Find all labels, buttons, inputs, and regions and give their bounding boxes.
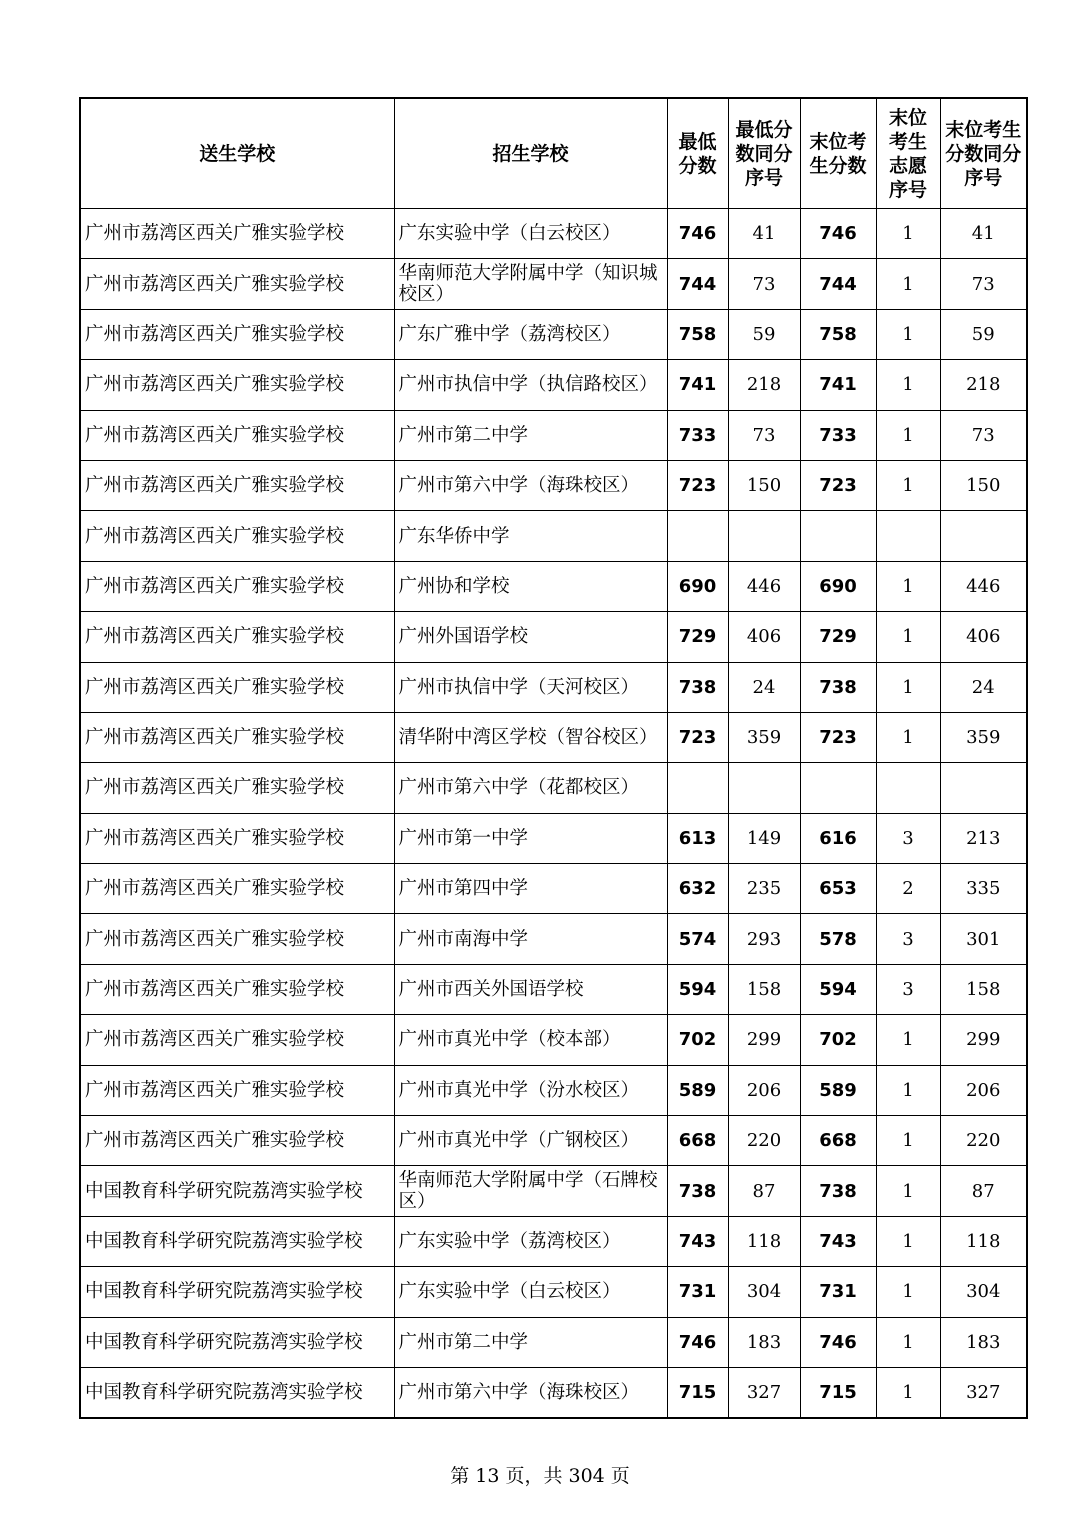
cell-last-score: 702 bbox=[800, 1015, 876, 1065]
cell-min-score-rank: 299 bbox=[728, 1015, 800, 1065]
cell-last-same-rank bbox=[940, 511, 1027, 561]
cell-last-score bbox=[800, 763, 876, 813]
table-row bbox=[80, 1216, 1027, 1266]
cell-recruiting-school: 广州市西关外国语学校 bbox=[394, 964, 667, 1014]
cell-min-score-rank: 41 bbox=[728, 209, 800, 259]
cell-last-score: 729 bbox=[800, 612, 876, 662]
cell-min-score-rank: 73 bbox=[728, 259, 800, 309]
cell-min-score: 744 bbox=[667, 259, 728, 309]
cell-last-same-rank: 87 bbox=[940, 1166, 1027, 1216]
cell-sender-school: 广州市荔湾区西关广雅实验学校 bbox=[80, 813, 394, 863]
cell-min-score-rank: 24 bbox=[728, 662, 800, 712]
cell-recruiting-school: 广州市第二中学 bbox=[394, 410, 667, 460]
cell-min-score: 589 bbox=[667, 1065, 728, 1115]
cell-sender-school: 广州市荔湾区西关广雅实验学校 bbox=[80, 309, 394, 359]
cell-min-score-rank: 149 bbox=[728, 813, 800, 863]
table-header bbox=[80, 98, 1027, 209]
cell-sender-school: 广州市荔湾区西关广雅实验学校 bbox=[80, 209, 394, 259]
cell-last-wish-rank: 1 bbox=[876, 1216, 940, 1266]
cell-sender-school: 广州市荔湾区西关广雅实验学校 bbox=[80, 662, 394, 712]
cell-min-score-rank: 206 bbox=[728, 1065, 800, 1115]
cell-min-score-rank: 235 bbox=[728, 864, 800, 914]
cell-min-score: 743 bbox=[667, 1216, 728, 1266]
cell-min-score-rank: 158 bbox=[728, 964, 800, 1014]
cell-recruiting-school: 华南师范大学附属中学（知识城校区） bbox=[394, 259, 667, 309]
table-row bbox=[80, 1166, 1027, 1216]
cell-last-same-rank: 41 bbox=[940, 209, 1027, 259]
table-row bbox=[80, 662, 1027, 712]
cell-recruiting-school: 清华附中湾区学校（智谷校区） bbox=[394, 712, 667, 762]
cell-recruiting-school: 广州市真光中学（汾水校区） bbox=[394, 1065, 667, 1115]
cell-sender-school: 中国教育科学研究院荔湾实验学校 bbox=[80, 1267, 394, 1317]
table-row bbox=[80, 460, 1027, 510]
cell-last-same-rank: 24 bbox=[940, 662, 1027, 712]
cell-sender-school: 广州市荔湾区西关广雅实验学校 bbox=[80, 511, 394, 561]
cell-last-wish-rank: 3 bbox=[876, 914, 940, 964]
cell-recruiting-school: 华南师范大学附属中学（石牌校区） bbox=[394, 1166, 667, 1216]
cell-sender-school: 广州市荔湾区西关广雅实验学校 bbox=[80, 360, 394, 410]
cell-last-wish-rank: 1 bbox=[876, 259, 940, 309]
table-body bbox=[80, 209, 1027, 1419]
cell-last-wish-rank: 1 bbox=[876, 460, 940, 510]
cell-last-same-rank: 335 bbox=[940, 864, 1027, 914]
cell-last-score: 733 bbox=[800, 410, 876, 460]
table-row bbox=[80, 914, 1027, 964]
cell-min-score bbox=[667, 511, 728, 561]
cell-min-score: 746 bbox=[667, 209, 728, 259]
cell-last-score: 741 bbox=[800, 360, 876, 410]
table-row bbox=[80, 864, 1027, 914]
cell-last-score: 743 bbox=[800, 1216, 876, 1266]
cell-min-score: 594 bbox=[667, 964, 728, 1014]
cell-last-same-rank: 73 bbox=[940, 259, 1027, 309]
header-min-score-rank: 最低分 数同分 序号 bbox=[728, 98, 800, 209]
cell-recruiting-school: 广东华侨中学 bbox=[394, 511, 667, 561]
cell-recruiting-school: 广州市第六中学（海珠校区） bbox=[394, 1367, 667, 1418]
cell-min-score-rank bbox=[728, 511, 800, 561]
cell-min-score-rank: 73 bbox=[728, 410, 800, 460]
cell-recruiting-school: 广州市真光中学（校本部） bbox=[394, 1015, 667, 1065]
cell-recruiting-school: 广州市第六中学（花都校区） bbox=[394, 763, 667, 813]
cell-min-score: 613 bbox=[667, 813, 728, 863]
cell-last-wish-rank: 1 bbox=[876, 662, 940, 712]
cell-min-score: 729 bbox=[667, 612, 728, 662]
cell-sender-school: 广州市荔湾区西关广雅实验学校 bbox=[80, 1015, 394, 1065]
header-min-score: 最低 分数 bbox=[667, 98, 728, 209]
cell-min-score-rank: 293 bbox=[728, 914, 800, 964]
cell-last-score: 744 bbox=[800, 259, 876, 309]
page-footer: 第 13 页，共 304 页 bbox=[450, 1465, 630, 1487]
cell-min-score: 733 bbox=[667, 410, 728, 460]
cell-sender-school: 中国教育科学研究院荔湾实验学校 bbox=[80, 1166, 394, 1216]
cell-last-score: 668 bbox=[800, 1116, 876, 1166]
cell-min-score-rank bbox=[728, 763, 800, 813]
cell-min-score bbox=[667, 763, 728, 813]
cell-last-same-rank: 183 bbox=[940, 1317, 1027, 1367]
cell-sender-school: 广州市荔湾区西关广雅实验学校 bbox=[80, 712, 394, 762]
table-row bbox=[80, 511, 1027, 561]
cell-last-wish-rank: 1 bbox=[876, 360, 940, 410]
cell-last-wish-rank: 1 bbox=[876, 561, 940, 611]
header-last-score: 末位考 生分数 bbox=[800, 98, 876, 209]
table-row bbox=[80, 813, 1027, 863]
cell-last-wish-rank: 1 bbox=[876, 1166, 940, 1216]
cell-recruiting-school: 广州市第二中学 bbox=[394, 1317, 667, 1367]
header-last-wish-rank: 末位 考生 志愿 序号 bbox=[876, 98, 940, 209]
cell-last-score: 746 bbox=[800, 1317, 876, 1367]
cell-last-score: 746 bbox=[800, 209, 876, 259]
cell-last-wish-rank: 1 bbox=[876, 712, 940, 762]
cell-last-score: 723 bbox=[800, 460, 876, 510]
cell-last-score bbox=[800, 511, 876, 561]
cell-recruiting-school: 广州协和学校 bbox=[394, 561, 667, 611]
cell-min-score-rank: 118 bbox=[728, 1216, 800, 1266]
table-row bbox=[80, 1116, 1027, 1166]
cell-last-score: 616 bbox=[800, 813, 876, 863]
cell-last-same-rank: 301 bbox=[940, 914, 1027, 964]
cell-min-score: 702 bbox=[667, 1015, 728, 1065]
cell-min-score: 723 bbox=[667, 712, 728, 762]
cell-min-score: 632 bbox=[667, 864, 728, 914]
cell-last-wish-rank: 1 bbox=[876, 1116, 940, 1166]
cell-min-score-rank: 327 bbox=[728, 1367, 800, 1418]
table-row bbox=[80, 1015, 1027, 1065]
cell-recruiting-school: 广州市第四中学 bbox=[394, 864, 667, 914]
cell-sender-school: 广州市荔湾区西关广雅实验学校 bbox=[80, 561, 394, 611]
cell-min-score: 668 bbox=[667, 1116, 728, 1166]
cell-min-score-rank: 59 bbox=[728, 309, 800, 359]
cell-sender-school: 中国教育科学研究院荔湾实验学校 bbox=[80, 1367, 394, 1418]
cell-sender-school: 广州市荔湾区西关广雅实验学校 bbox=[80, 612, 394, 662]
cell-last-same-rank bbox=[940, 763, 1027, 813]
header-row bbox=[80, 98, 1027, 209]
cell-min-score: 746 bbox=[667, 1317, 728, 1367]
cell-sender-school: 广州市荔湾区西关广雅实验学校 bbox=[80, 964, 394, 1014]
cell-last-same-rank: 73 bbox=[940, 410, 1027, 460]
table-row bbox=[80, 360, 1027, 410]
cell-last-wish-rank: 1 bbox=[876, 1367, 940, 1418]
cell-last-same-rank: 213 bbox=[940, 813, 1027, 863]
cell-last-score: 723 bbox=[800, 712, 876, 762]
table-row bbox=[80, 964, 1027, 1014]
cell-last-same-rank: 359 bbox=[940, 712, 1027, 762]
cell-sender-school: 中国教育科学研究院荔湾实验学校 bbox=[80, 1216, 394, 1266]
cell-last-same-rank: 158 bbox=[940, 964, 1027, 1014]
cell-last-score: 731 bbox=[800, 1267, 876, 1317]
cell-min-score: 715 bbox=[667, 1367, 728, 1418]
table-row bbox=[80, 763, 1027, 813]
cell-last-score: 653 bbox=[800, 864, 876, 914]
cell-last-same-rank: 446 bbox=[940, 561, 1027, 611]
table-row bbox=[80, 1367, 1027, 1418]
cell-last-wish-rank bbox=[876, 511, 940, 561]
table-row bbox=[80, 712, 1027, 762]
cell-sender-school: 广州市荔湾区西关广雅实验学校 bbox=[80, 1116, 394, 1166]
cell-last-wish-rank: 1 bbox=[876, 1267, 940, 1317]
cell-last-score: 589 bbox=[800, 1065, 876, 1115]
cell-last-same-rank: 218 bbox=[940, 360, 1027, 410]
cell-sender-school: 广州市荔湾区西关广雅实验学校 bbox=[80, 1065, 394, 1115]
cell-min-score-rank: 220 bbox=[728, 1116, 800, 1166]
cell-last-wish-rank: 1 bbox=[876, 1317, 940, 1367]
cell-recruiting-school: 广州外国语学校 bbox=[394, 612, 667, 662]
cell-last-same-rank: 206 bbox=[940, 1065, 1027, 1115]
cell-min-score: 723 bbox=[667, 460, 728, 510]
cell-min-score-rank: 183 bbox=[728, 1317, 800, 1367]
cell-min-score: 731 bbox=[667, 1267, 728, 1317]
cell-last-score: 715 bbox=[800, 1367, 876, 1418]
cell-min-score: 574 bbox=[667, 914, 728, 964]
cell-last-same-rank: 304 bbox=[940, 1267, 1027, 1317]
cell-recruiting-school: 广东实验中学（荔湾校区） bbox=[394, 1216, 667, 1266]
table-row bbox=[80, 561, 1027, 611]
header-recruiting-school: 招生学校 bbox=[394, 98, 667, 209]
cell-sender-school: 中国教育科学研究院荔湾实验学校 bbox=[80, 1317, 394, 1367]
table-row bbox=[80, 1065, 1027, 1115]
header-sender-school: 送生学校 bbox=[80, 98, 394, 209]
cell-sender-school: 广州市荔湾区西关广雅实验学校 bbox=[80, 460, 394, 510]
cell-min-score: 741 bbox=[667, 360, 728, 410]
cell-sender-school: 广州市荔湾区西关广雅实验学校 bbox=[80, 914, 394, 964]
cell-recruiting-school: 广州市执信中学（执信路校区） bbox=[394, 360, 667, 410]
cell-min-score: 758 bbox=[667, 309, 728, 359]
cell-last-wish-rank: 1 bbox=[876, 309, 940, 359]
cell-min-score-rank: 359 bbox=[728, 712, 800, 762]
table-row bbox=[80, 259, 1027, 309]
cell-last-same-rank: 327 bbox=[940, 1367, 1027, 1418]
cell-sender-school: 广州市荔湾区西关广雅实验学校 bbox=[80, 259, 394, 309]
cell-last-score: 758 bbox=[800, 309, 876, 359]
table-row bbox=[80, 1317, 1027, 1367]
cell-last-wish-rank bbox=[876, 763, 940, 813]
table-row bbox=[80, 209, 1027, 259]
cell-last-wish-rank: 1 bbox=[876, 1015, 940, 1065]
table-row bbox=[80, 1267, 1027, 1317]
cell-last-score: 690 bbox=[800, 561, 876, 611]
cell-min-score: 738 bbox=[667, 1166, 728, 1216]
cell-sender-school: 广州市荔湾区西关广雅实验学校 bbox=[80, 763, 394, 813]
cell-last-score: 578 bbox=[800, 914, 876, 964]
cell-min-score-rank: 218 bbox=[728, 360, 800, 410]
cell-last-wish-rank: 1 bbox=[876, 1065, 940, 1115]
cell-min-score-rank: 87 bbox=[728, 1166, 800, 1216]
cell-min-score-rank: 304 bbox=[728, 1267, 800, 1317]
cell-last-score: 738 bbox=[800, 1166, 876, 1216]
cell-recruiting-school: 广东实验中学（白云校区） bbox=[394, 209, 667, 259]
cell-recruiting-school: 广州市第一中学 bbox=[394, 813, 667, 863]
cell-recruiting-school: 广州市真光中学（广钢校区） bbox=[394, 1116, 667, 1166]
cell-last-wish-rank: 3 bbox=[876, 813, 940, 863]
table-row bbox=[80, 612, 1027, 662]
cell-recruiting-school: 广东实验中学（白云校区） bbox=[394, 1267, 667, 1317]
cell-min-score-rank: 406 bbox=[728, 612, 800, 662]
cell-min-score: 690 bbox=[667, 561, 728, 611]
cell-last-same-rank: 406 bbox=[940, 612, 1027, 662]
table-row bbox=[80, 309, 1027, 359]
cell-last-same-rank: 150 bbox=[940, 460, 1027, 510]
cell-last-same-rank: 118 bbox=[940, 1216, 1027, 1266]
cell-min-score-rank: 150 bbox=[728, 460, 800, 510]
table-row bbox=[80, 410, 1027, 460]
cell-sender-school: 广州市荔湾区西关广雅实验学校 bbox=[80, 410, 394, 460]
cell-last-wish-rank: 2 bbox=[876, 864, 940, 914]
cell-last-same-rank: 59 bbox=[940, 309, 1027, 359]
admission-score-table bbox=[79, 97, 1028, 1419]
cell-recruiting-school: 广州市南海中学 bbox=[394, 914, 667, 964]
cell-min-score-rank: 446 bbox=[728, 561, 800, 611]
cell-last-same-rank: 299 bbox=[940, 1015, 1027, 1065]
header-last-same-rank: 末位考生 分数同分 序号 bbox=[940, 98, 1027, 209]
cell-last-wish-rank: 1 bbox=[876, 209, 940, 259]
cell-last-wish-rank: 1 bbox=[876, 410, 940, 460]
cell-recruiting-school: 广东广雅中学（荔湾校区） bbox=[394, 309, 667, 359]
cell-last-score: 738 bbox=[800, 662, 876, 712]
cell-last-wish-rank: 1 bbox=[876, 612, 940, 662]
cell-min-score: 738 bbox=[667, 662, 728, 712]
cell-recruiting-school: 广州市执信中学（天河校区） bbox=[394, 662, 667, 712]
cell-last-wish-rank: 3 bbox=[876, 964, 940, 1014]
cell-last-score: 594 bbox=[800, 964, 876, 1014]
cell-last-same-rank: 220 bbox=[940, 1116, 1027, 1166]
cell-recruiting-school: 广州市第六中学（海珠校区） bbox=[394, 460, 667, 510]
cell-sender-school: 广州市荔湾区西关广雅实验学校 bbox=[80, 864, 394, 914]
